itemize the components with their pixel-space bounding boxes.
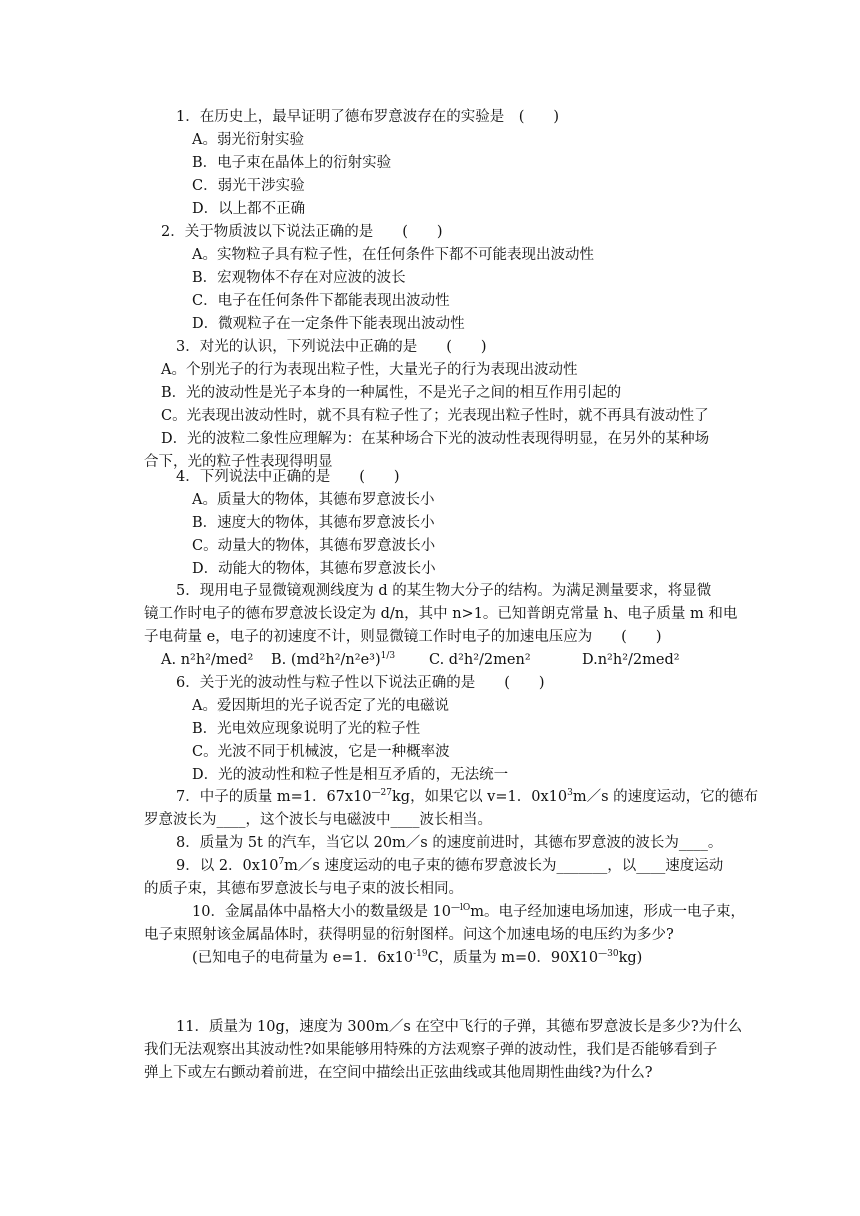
q9-exponent: 7	[278, 857, 285, 868]
q7-exponent-1: —27	[371, 788, 392, 799]
q6-option-a: A。爱因斯坦的光子说否定了光的电磁说	[192, 698, 449, 714]
q6-stem: 6．关于光的波动性与粒子性以下说法正确的是 ( )	[176, 675, 545, 691]
q2-option-b: B．宏观物体不存在对应波的波长	[192, 270, 406, 286]
q10-line-2: 电子束照射该金属晶体时，获得明显的衍射图样。问这个加速电场的电压约为多少?	[144, 927, 674, 943]
q10-text-2: m。电子经加速电场加速，形成一电子束，	[470, 904, 746, 920]
q6-option-d: D．光的波动性和粒子性是相互矛盾的，无法统一	[192, 767, 509, 783]
q2-stem: 2．关于物质波以下说法正确的是 ( )	[161, 224, 443, 240]
q1-option-c: C．弱光干涉实验	[192, 178, 305, 194]
q7-line-2: 罗意波长为____，这个波长与电磁波中____波长相当。	[144, 812, 492, 828]
q5-option-c: C. d²h²/2men²	[429, 652, 531, 668]
q10-note-text-3: kg)	[618, 950, 643, 966]
q10-line-1	[192, 901, 745, 924]
q3-option-d: D．光的波粒二象性应理解为：在某种场合下光的波动性表现得明显，在另外的某种场	[161, 431, 710, 447]
q3-option-b: B．光的波动性是光子本身的一种属性，不是光子之间的相互作用引起的	[161, 385, 622, 401]
q10-text-1: 10．金属晶体中晶格大小的数量级是 10	[192, 904, 452, 920]
q10-exponent: —lO	[451, 903, 471, 914]
q5-option-b	[271, 649, 395, 672]
q1-stem: 1．在历史上，最早证明了德布罗意波存在的实验是 ( )	[176, 109, 560, 125]
q5-line-1: 5．现用电子显微镜观测线度为 d 的某生物大分子的结构。为满足测量要求，将显微	[176, 583, 712, 599]
q1-option-a: A。弱光衍射实验	[192, 132, 304, 148]
q4-option-d: D．动能大的物体，其德布罗意波长小	[192, 561, 436, 577]
q5-line-3: 子电荷量 e，电子的初速度不计，则显微镜工作时电子的加速电压应为 ( )	[144, 629, 662, 645]
q10-note-text-2: C，质量为 m=0．90X10	[427, 950, 599, 966]
q6-option-c: C。光波不同于机械波，它是一种概率波	[192, 744, 450, 760]
q4-stem: 4．下列说法中正确的是 ( )	[176, 469, 400, 485]
q8-line: 8．质量为 5t 的汽车，当它以 20m／s 的速度前进时，其德布罗意波的波长为____。	[176, 835, 723, 851]
q7-exponent-2: 3	[567, 788, 573, 799]
q7-text-1: 7．中子的质量 m=1．67x10	[176, 789, 372, 805]
q4-option-c: C。动量大的物体，其德布罗意波长小	[192, 538, 436, 554]
q3-option-c: C。光表现出波动性时，就不具有粒子性了；光表现出粒子性时，就不再具有波动性了	[161, 408, 709, 424]
q10-note-exponent-2: —30	[598, 949, 619, 960]
q11-line-2: 我们无法观察出其波动性?如果能够用特殊的方法观察子弹的波动性，我们是否能够看到子	[144, 1042, 718, 1058]
q11-line-3: 弹上下或左右颤动着前进，在空间中描绘出正弦曲线或其他周期性曲线?为什么?	[144, 1065, 653, 1081]
q9-text-2: m／s 速度运动的电子束的德布罗意波长为_______，以____速度运动	[284, 858, 724, 874]
q9-line-1	[176, 855, 723, 878]
q3-option-d-continued: 合下，光的粒子性表现得明显	[144, 454, 333, 470]
q9-text-1: 9．以 2．0x10	[176, 858, 279, 874]
q4-option-a: A。质量大的物体，其德布罗意波长小	[192, 492, 435, 508]
q5-option-d: D.n²h²/2med²	[582, 652, 680, 668]
q10-note-text-1: (已知电子的电荷量为 e=1．6x10	[192, 950, 414, 966]
q1-option-b: B．电子束在晶体上的衍射实验	[192, 155, 392, 171]
q10-note-exponent-1: -19	[413, 949, 428, 960]
q1-option-d: D．以上都不正确	[192, 201, 306, 217]
q9-line-2: 的质子束，其德布罗意波长与电子束的波长相同。	[144, 881, 463, 897]
q5-option-b-base: B. (md²h²/n²e³)	[271, 652, 381, 668]
q5-options	[161, 649, 681, 672]
q5-line-2: 镜工作时电子的德布罗意波长设定为 d/n，其中 n>1。已知普朗克常量 h、电子质量 m 和电	[144, 606, 738, 622]
q5-option-a: A. n²h²/med²	[161, 652, 254, 668]
q7-text-3: m／s 的速度运动，它的德布	[572, 789, 759, 805]
q3-option-a: A。个别光子的行为表现出粒子性，大量光子的行为表现出波动性	[161, 362, 578, 378]
q7-line-1	[176, 786, 758, 809]
q2-option-a: A。实物粒子具有粒子性，在任何条件下都不可能表现出波动性	[192, 247, 594, 263]
q3-stem: 3．对光的认识，下列说法中正确的是 ( )	[176, 339, 487, 355]
q11-line-1: 11．质量为 10g，速度为 300m／s 在空中飞行的子弹，其德布罗意波长是多少?为什么	[176, 1019, 743, 1035]
q2-option-d: D．微观粒子在一定条件下能表现出波动性	[192, 316, 465, 332]
q4-option-b: B．速度大的物体，其德布罗意波长小	[192, 515, 435, 531]
q7-text-2: kg，如果它以 v=1．0x10	[392, 789, 568, 805]
q2-option-c: C．电子在任何条件下都能表现出波动性	[192, 293, 450, 309]
q10-given-note	[192, 947, 642, 970]
q5-option-b-exponent: 1/3	[380, 651, 396, 662]
q6-option-b: B．光电效应现象说明了光的粒子性	[192, 721, 421, 737]
